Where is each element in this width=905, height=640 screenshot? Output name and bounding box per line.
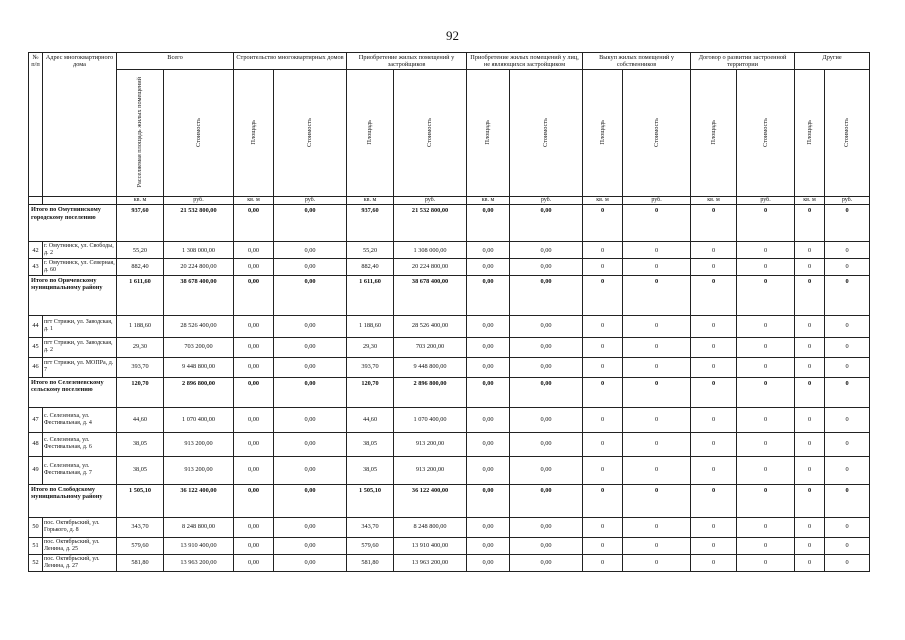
cell-cost: 703 200,00 — [394, 337, 467, 357]
cell-area: 0 — [583, 205, 623, 242]
cell-area: 0 — [795, 357, 825, 377]
cell-cost: 0,00 — [510, 357, 583, 377]
cell-cost: 1 070 400,00 — [394, 407, 467, 432]
cell-area: 29,30 — [347, 337, 394, 357]
cell-cost: 1 070 400,00 — [164, 407, 234, 432]
cell-area: 0 — [795, 275, 825, 315]
unit-area: кв. м — [234, 197, 274, 205]
unit-rub: руб. — [164, 197, 234, 205]
cell-area: 937,60 — [117, 205, 164, 242]
cell-cost: 0,00 — [274, 407, 347, 432]
cell-cost: 0 — [623, 275, 691, 315]
cell-cost: 0 — [737, 517, 795, 537]
table-row — [29, 337, 870, 357]
cell-area: 0 — [583, 259, 623, 276]
cell-area: 0 — [795, 456, 825, 484]
table-row — [29, 432, 870, 456]
unit-area: кв. м — [467, 197, 510, 205]
cell-area: 0,00 — [234, 517, 274, 537]
cell-area: 1 188,60 — [347, 315, 394, 337]
cell-cost: 0 — [737, 337, 795, 357]
cell-cost: 0 — [623, 337, 691, 357]
cell-cost: 0,00 — [274, 456, 347, 484]
total-row — [29, 275, 870, 315]
sub-cost: Стоимость — [274, 70, 347, 197]
cell-area: 0 — [583, 357, 623, 377]
cell-area: 0 — [583, 537, 623, 554]
cell-cost: 703 200,00 — [164, 337, 234, 357]
header-group-developers: Приобретение жилых помещений у застройщиков — [347, 53, 467, 70]
cell-cost: 0 — [623, 407, 691, 432]
cell-area: 0 — [795, 337, 825, 357]
cell-area: 0 — [583, 407, 623, 432]
sub-cost: Стоимость — [737, 70, 795, 197]
header-group-buyout: Выкуп жилых помещений у собственников — [583, 53, 691, 70]
cell-cost: 21 532 800,00 — [394, 205, 467, 242]
cell-area: 38,05 — [117, 432, 164, 456]
row-number: 49 — [29, 456, 43, 484]
cell-area: 0,00 — [467, 357, 510, 377]
total-label: Итого по Слободскому муниципальному району — [29, 484, 117, 517]
cell-cost: 0,00 — [274, 377, 347, 407]
cell-area: 882,40 — [347, 259, 394, 276]
cell-cost: 0 — [737, 259, 795, 276]
cell-area: 0 — [691, 456, 737, 484]
cell-cost: 2 896 800,00 — [394, 377, 467, 407]
row-number: 52 — [29, 554, 43, 571]
cell-area: 0 — [795, 242, 825, 259]
row-address: пос. Октябрьский, ул. Горького, д. 8 — [43, 517, 117, 537]
cell-cost: 0 — [623, 259, 691, 276]
header-address: Адрес многоквартирного дома — [43, 53, 117, 197]
cell-cost: 0,00 — [510, 242, 583, 259]
cell-area: 0 — [795, 484, 825, 517]
cell-area: 0 — [691, 275, 737, 315]
cell-cost: 0,00 — [274, 205, 347, 242]
unit-rub: руб. — [510, 197, 583, 205]
row-address: с. Селезениха, ул. Фестивальная, д. 4 — [43, 407, 117, 432]
sub-cost: Стоимость — [623, 70, 691, 197]
cell-cost: 0,00 — [274, 242, 347, 259]
cell-area: 0,00 — [467, 275, 510, 315]
sub-cost: Стоимость — [825, 70, 870, 197]
total-label: Итого по Селезеневскому сельскому поселению — [29, 377, 117, 407]
cell-cost: 28 526 400,00 — [394, 315, 467, 337]
cell-cost: 0 — [737, 484, 795, 517]
cell-cost: 0 — [825, 484, 870, 517]
cell-cost: 0,00 — [274, 337, 347, 357]
total-row — [29, 377, 870, 407]
table-row — [29, 407, 870, 432]
cell-area: 120,70 — [347, 377, 394, 407]
cell-area: 0 — [795, 554, 825, 571]
cell-area: 579,60 — [347, 537, 394, 554]
cell-area: 0,00 — [467, 517, 510, 537]
table-row — [29, 456, 870, 484]
cell-cost: 9 448 800,00 — [394, 357, 467, 377]
cell-area: 0 — [583, 554, 623, 571]
cell-cost: 0 — [737, 357, 795, 377]
table-row — [29, 242, 870, 259]
header-row-subcolumns — [29, 70, 870, 197]
cell-area: 0 — [691, 315, 737, 337]
cell-cost: 38 678 400,00 — [164, 275, 234, 315]
header-group-total: Всего — [117, 53, 234, 70]
unit-rub: руб. — [825, 197, 870, 205]
cell-cost: 0,00 — [510, 537, 583, 554]
cell-area: 393,70 — [117, 357, 164, 377]
row-number: 48 — [29, 432, 43, 456]
cell-area: 0,00 — [234, 554, 274, 571]
cell-cost: 913 200,00 — [164, 432, 234, 456]
cell-cost: 0,00 — [510, 205, 583, 242]
row-address: с. Селезениха, ул. Фестивальная, д. 7 — [43, 456, 117, 484]
row-number: 45 — [29, 337, 43, 357]
cell-area: 0 — [795, 537, 825, 554]
cell-cost: 9 448 800,00 — [164, 357, 234, 377]
total-label: Итого по Омутнинскому городскому поселению — [29, 205, 117, 242]
unit-area: кв. м — [691, 197, 737, 205]
row-address: пгт Стрижи, ул. Заводская, д. 1 — [43, 315, 117, 337]
cell-area: 393,70 — [347, 357, 394, 377]
cell-cost: 13 963 200,00 — [164, 554, 234, 571]
table-row — [29, 537, 870, 554]
cell-area: 579,60 — [117, 537, 164, 554]
cell-area: 0 — [795, 259, 825, 276]
cell-cost: 0 — [825, 554, 870, 571]
header-group-non-developers: Приобретение жилых помещений у лиц, не являющихся застройщиком — [467, 53, 583, 70]
cell-cost: 0,00 — [274, 432, 347, 456]
header-group-development: Договор о развитии застроенной территории — [691, 53, 795, 70]
cell-area: 0 — [795, 407, 825, 432]
sub-area: Площадь — [691, 70, 737, 197]
cell-cost: 20 224 800,00 — [394, 259, 467, 276]
row-address: с. Селезениха, ул. Фестивальная, д. 6 — [43, 432, 117, 456]
cell-cost: 0 — [737, 242, 795, 259]
cell-area: 0 — [583, 315, 623, 337]
cell-cost: 0,00 — [274, 554, 347, 571]
unit-area: кв. м — [117, 197, 164, 205]
cell-cost: 0 — [737, 205, 795, 242]
cell-cost: 13 910 400,00 — [394, 537, 467, 554]
cell-area: 0 — [691, 432, 737, 456]
cell-cost: 0,00 — [510, 484, 583, 517]
total-label: Итого по Оричевскому муниципальному району — [29, 275, 117, 315]
table-body — [29, 205, 870, 571]
sub-total-area: Расселяемая площадь жилых помещений — [117, 70, 164, 197]
table-row — [29, 357, 870, 377]
cell-area: 343,70 — [117, 517, 164, 537]
cell-cost: 0 — [825, 242, 870, 259]
cell-area: 0 — [795, 517, 825, 537]
cell-cost: 0 — [825, 357, 870, 377]
cell-cost: 38 678 400,00 — [394, 275, 467, 315]
row-number: 51 — [29, 537, 43, 554]
cell-cost: 0 — [825, 259, 870, 276]
cell-cost: 0 — [737, 315, 795, 337]
page-number: 92 — [446, 28, 459, 43]
cell-cost: 28 526 400,00 — [164, 315, 234, 337]
cell-cost: 0 — [623, 537, 691, 554]
sub-cost: Стоимость — [394, 70, 467, 197]
table-row — [29, 315, 870, 337]
cell-cost: 36 122 400,00 — [394, 484, 467, 517]
cell-cost: 0,00 — [274, 315, 347, 337]
cell-cost: 0,00 — [274, 484, 347, 517]
cell-area: 0,00 — [467, 315, 510, 337]
unit-area: кв. м — [347, 197, 394, 205]
cell-area: 0,00 — [467, 407, 510, 432]
cell-cost: 0 — [737, 537, 795, 554]
cell-cost: 0 — [623, 432, 691, 456]
cell-cost: 36 122 400,00 — [164, 484, 234, 517]
unit-rub: руб. — [623, 197, 691, 205]
cell-area: 29,30 — [117, 337, 164, 357]
cell-area: 0,00 — [234, 205, 274, 242]
cell-area: 0,00 — [467, 484, 510, 517]
row-number: 43 — [29, 259, 43, 276]
unit-empty — [43, 197, 117, 205]
cell-area: 0,00 — [467, 205, 510, 242]
cell-area: 0,00 — [234, 432, 274, 456]
cell-area: 0,00 — [234, 537, 274, 554]
row-address: г. Омутнинск, ул. Свободы, д. 2 — [43, 242, 117, 259]
cell-cost: 0,00 — [274, 357, 347, 377]
cell-cost: 1 308 000,00 — [164, 242, 234, 259]
table-row — [29, 517, 870, 537]
cell-area: 0 — [691, 259, 737, 276]
cell-area: 0 — [795, 315, 825, 337]
cell-area: 581,80 — [347, 554, 394, 571]
header-group-construction: Строительство многоквартирных домов — [234, 53, 347, 70]
cell-area: 0,00 — [467, 337, 510, 357]
header-row-units — [29, 197, 870, 205]
cell-cost: 0 — [623, 517, 691, 537]
cell-cost: 0 — [825, 456, 870, 484]
total-row — [29, 484, 870, 517]
cell-cost: 0 — [825, 432, 870, 456]
cell-cost: 0 — [623, 377, 691, 407]
cell-area: 0 — [691, 537, 737, 554]
row-address: пгт Стрижи, ул. МОПРа, д. 7 — [43, 357, 117, 377]
cell-area: 0,00 — [467, 242, 510, 259]
table-row — [29, 554, 870, 571]
header-group-other: Другие — [795, 53, 870, 70]
cell-cost: 0 — [825, 275, 870, 315]
cell-cost: 0 — [737, 407, 795, 432]
sub-cost: Стоимость — [510, 70, 583, 197]
unit-rub: руб. — [274, 197, 347, 205]
cell-cost: 913 200,00 — [164, 456, 234, 484]
cell-cost: 0 — [623, 484, 691, 517]
cell-cost: 0 — [825, 205, 870, 242]
cell-cost: 13 963 200,00 — [394, 554, 467, 571]
cell-cost: 0 — [737, 456, 795, 484]
cell-cost: 0,00 — [274, 259, 347, 276]
row-address: г. Омутнинск, ул. Северная, д. 60 — [43, 259, 117, 276]
cell-area: 0 — [691, 484, 737, 517]
row-number: 46 — [29, 357, 43, 377]
cell-cost: 0 — [623, 554, 691, 571]
cell-cost: 0,00 — [510, 432, 583, 456]
cell-area: 0,00 — [467, 537, 510, 554]
cell-cost: 0 — [623, 242, 691, 259]
cell-cost: 0,00 — [274, 517, 347, 537]
cell-area: 0,00 — [234, 456, 274, 484]
row-address: пос. Октябрьский, ул. Ленина, д. 27 — [43, 554, 117, 571]
cell-cost: 0,00 — [274, 537, 347, 554]
table-row — [29, 259, 870, 276]
cell-cost: 0,00 — [510, 275, 583, 315]
cell-area: 44,60 — [347, 407, 394, 432]
cell-area: 0 — [795, 377, 825, 407]
cell-area: 1 505,10 — [117, 484, 164, 517]
cell-area: 0,00 — [234, 377, 274, 407]
cell-area: 0,00 — [234, 275, 274, 315]
cell-cost: 0 — [737, 377, 795, 407]
unit-area: кв. м — [795, 197, 825, 205]
cell-cost: 0 — [825, 407, 870, 432]
cell-area: 38,05 — [347, 432, 394, 456]
cell-cost: 913 200,00 — [394, 432, 467, 456]
cell-area: 882,40 — [117, 259, 164, 276]
cell-cost: 0 — [623, 456, 691, 484]
cell-area: 55,20 — [347, 242, 394, 259]
sub-area: Площадь — [583, 70, 623, 197]
cell-area: 0 — [691, 407, 737, 432]
cell-cost: 0,00 — [510, 407, 583, 432]
cell-cost: 0 — [825, 377, 870, 407]
cell-area: 0,00 — [467, 259, 510, 276]
header-num: № п/п — [29, 53, 43, 197]
unit-rub: руб. — [737, 197, 795, 205]
cell-cost: 8 248 800,00 — [394, 517, 467, 537]
unit-empty — [29, 197, 43, 205]
cell-cost: 0 — [623, 357, 691, 377]
row-number: 50 — [29, 517, 43, 537]
cell-cost: 0 — [623, 205, 691, 242]
cell-area: 0 — [583, 275, 623, 315]
cell-cost: 0 — [825, 315, 870, 337]
total-row — [29, 205, 870, 242]
cell-area: 0 — [691, 357, 737, 377]
cell-cost: 0 — [737, 554, 795, 571]
cell-area: 937,60 — [347, 205, 394, 242]
cell-cost: 0,00 — [510, 315, 583, 337]
cell-area: 0 — [795, 205, 825, 242]
cell-area: 0,00 — [467, 432, 510, 456]
cell-area: 0 — [583, 337, 623, 357]
cell-area: 38,05 — [347, 456, 394, 484]
sub-cost: Стоимость — [164, 70, 234, 197]
unit-area: кв. м — [583, 197, 623, 205]
cell-cost: 0,00 — [510, 456, 583, 484]
cell-area: 44,60 — [117, 407, 164, 432]
cell-cost: 0 — [825, 337, 870, 357]
cell-area: 0,00 — [467, 554, 510, 571]
cell-area: 0 — [583, 484, 623, 517]
cell-cost: 0,00 — [510, 377, 583, 407]
resettlement-table — [28, 52, 870, 572]
cell-cost: 0,00 — [274, 275, 347, 315]
cell-area: 0,00 — [234, 337, 274, 357]
cell-cost: 913 200,00 — [394, 456, 467, 484]
cell-area: 0 — [691, 377, 737, 407]
row-number: 47 — [29, 407, 43, 432]
cell-area: 0,00 — [234, 407, 274, 432]
cell-area: 38,05 — [117, 456, 164, 484]
header-row-groups — [29, 53, 870, 70]
row-number: 44 — [29, 315, 43, 337]
cell-area: 1 505,10 — [347, 484, 394, 517]
cell-cost: 20 224 800,00 — [164, 259, 234, 276]
cell-area: 0 — [795, 432, 825, 456]
sub-area: Площадь — [234, 70, 274, 197]
cell-area: 55,20 — [117, 242, 164, 259]
sub-area: Площадь — [795, 70, 825, 197]
cell-area: 581,80 — [117, 554, 164, 571]
cell-cost: 0,00 — [510, 517, 583, 537]
cell-area: 0 — [691, 517, 737, 537]
cell-area: 343,70 — [347, 517, 394, 537]
sub-area: Площадь — [467, 70, 510, 197]
cell-area: 120,70 — [117, 377, 164, 407]
cell-cost: 8 248 800,00 — [164, 517, 234, 537]
cell-area: 0,00 — [234, 357, 274, 377]
cell-cost: 0 — [737, 432, 795, 456]
sub-area: Площадь — [347, 70, 394, 197]
cell-area: 0 — [691, 554, 737, 571]
cell-area: 1 611,60 — [117, 275, 164, 315]
cell-area: 1 611,60 — [347, 275, 394, 315]
row-number: 42 — [29, 242, 43, 259]
cell-cost: 21 532 800,00 — [164, 205, 234, 242]
cell-cost: 2 896 800,00 — [164, 377, 234, 407]
cell-area: 0,00 — [234, 259, 274, 276]
row-address: пгт Стрижи, ул. Заводская, д. 2 — [43, 337, 117, 357]
cell-area: 0,00 — [234, 242, 274, 259]
cell-area: 0,00 — [467, 456, 510, 484]
cell-area: 0 — [583, 377, 623, 407]
cell-area: 0 — [691, 205, 737, 242]
cell-cost: 0,00 — [510, 337, 583, 357]
row-address: пос. Октябрьский, ул. Ленина, д. 25 — [43, 537, 117, 554]
cell-area: 0 — [583, 432, 623, 456]
cell-area: 0,00 — [234, 484, 274, 517]
cell-area: 0 — [583, 242, 623, 259]
cell-area: 0,00 — [234, 315, 274, 337]
cell-cost: 0,00 — [510, 554, 583, 571]
cell-area: 0 — [583, 517, 623, 537]
cell-area: 1 188,60 — [117, 315, 164, 337]
cell-cost: 13 910 400,00 — [164, 537, 234, 554]
cell-area: 0 — [691, 337, 737, 357]
cell-area: 0 — [583, 456, 623, 484]
cell-area: 0 — [691, 242, 737, 259]
cell-cost: 0 — [825, 537, 870, 554]
cell-cost: 0,00 — [510, 259, 583, 276]
cell-cost: 1 308 000,00 — [394, 242, 467, 259]
cell-cost: 0 — [737, 275, 795, 315]
cell-cost: 0 — [825, 517, 870, 537]
unit-rub: руб. — [394, 197, 467, 205]
cell-cost: 0 — [623, 315, 691, 337]
cell-area: 0,00 — [467, 377, 510, 407]
